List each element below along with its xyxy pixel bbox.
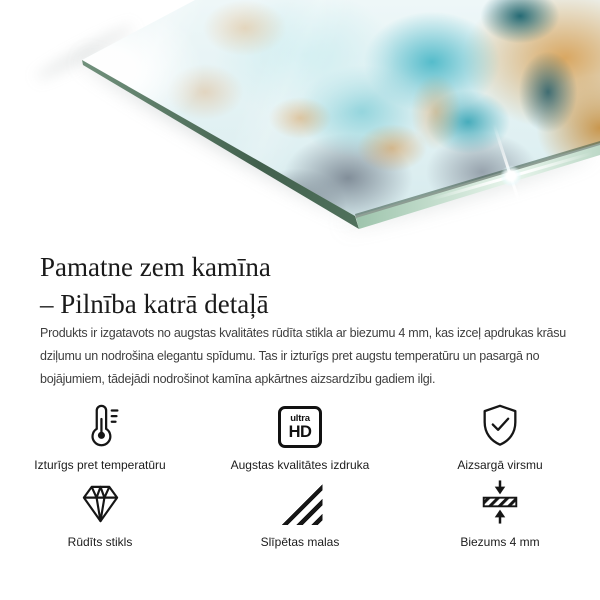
page-title <box>40 249 271 323</box>
page-title-line1: Pamatne zem kamīna <box>40 252 271 283</box>
product-hero-image <box>0 0 600 240</box>
feature-label: Izturīgs pret temperatūru <box>34 458 166 472</box>
feature-label: Biezums 4 mm <box>460 535 540 549</box>
product-description: Produkts ir izgatavots no augstas kvalitātes rūdīta stikla ar biezumu 4 mm, kas izceļ apdrukas krāsu dziļumu un nodrošina elegantu spīdumu. Tas ir izturīgs pret augstu temperatūru un pasargā no bojājumiem, tādejādi nodrošinot kamīna apkārtnes aizsardzību gadiem ilgi. <box>40 325 566 386</box>
feature-label: Rūdīts stikls <box>67 535 133 549</box>
feature-polished-edges <box>200 475 400 552</box>
feature-hd-print <box>200 398 400 475</box>
thickness-icon <box>477 475 523 525</box>
ultra-hd-icon: ultra HD <box>278 398 322 448</box>
diamond-icon <box>77 475 124 525</box>
glass-panel-artwork <box>0 0 600 240</box>
page-title-line2: – Pilnība katrā detaļā <box>40 289 269 320</box>
feature-label: Augstas kvalitātes izdruka <box>230 458 370 472</box>
thermometer-icon <box>78 398 123 448</box>
feature-tempered-glass <box>0 475 200 552</box>
feature-label: Slīpētas malas <box>260 535 340 549</box>
feature-thickness <box>400 475 600 552</box>
shield-check-icon <box>477 398 523 448</box>
feature-protects-surface <box>400 398 600 475</box>
feature-temperature-resistant <box>0 398 200 475</box>
feature-grid <box>0 398 600 552</box>
feature-label: Aizsargā virsmu <box>457 458 543 472</box>
beveled-edges-icon <box>278 475 323 525</box>
